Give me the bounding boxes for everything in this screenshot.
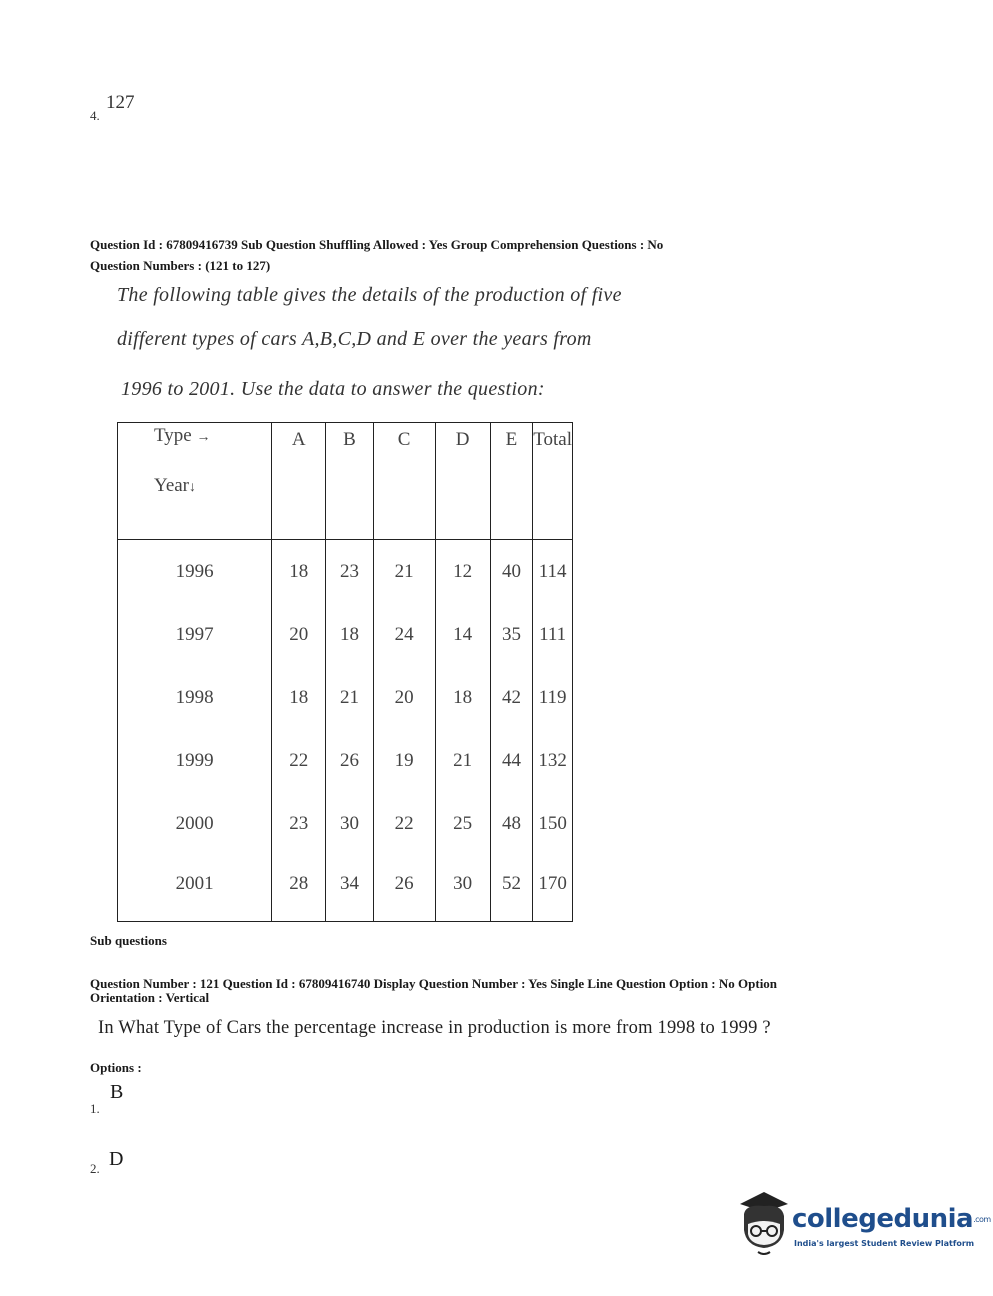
- value-cell: 40: [490, 540, 532, 604]
- type-label: Type →: [154, 425, 211, 446]
- value-cell: 23: [326, 540, 373, 604]
- value-cell: 22: [272, 730, 326, 793]
- total-cell: 111: [533, 604, 573, 667]
- passage-line-1: The following table gives the details of the production of five: [117, 284, 622, 306]
- question-number-meta-line1: Question Number : 121 Question Id : 67809416740 Display Question Number : Yes Single Line Question Option : No Option: [90, 976, 778, 991]
- question-meta-line2: Question Numbers : (121 to 127): [90, 258, 271, 273]
- table-row: [118, 667, 573, 730]
- logo-tagline: India's largest Student Review Platform: [794, 1239, 975, 1248]
- value-cell: 23: [272, 793, 326, 856]
- year-label: Year↓: [154, 475, 197, 496]
- value-cell: 30: [435, 856, 490, 922]
- question-text: In What Type of Cars the percentage increase in production is more from 1998 to 1999 ?: [98, 1018, 771, 1038]
- value-cell: 44: [490, 730, 532, 793]
- value-cell: 34: [326, 856, 373, 922]
- option-number: 2.: [90, 1161, 100, 1176]
- table-header-row: [118, 423, 573, 540]
- total-cell: 170: [533, 856, 573, 922]
- value-cell: 18: [272, 667, 326, 730]
- value-cell: 22: [373, 793, 435, 856]
- value-cell: 26: [373, 856, 435, 922]
- collegedunia-logo: [734, 1190, 991, 1260]
- passage-line-3: 1996 to 2001. Use the data to answer the question:: [121, 378, 545, 400]
- table-row: [118, 856, 573, 922]
- value-cell: 18: [326, 604, 373, 667]
- table-row: [118, 604, 573, 667]
- column-header: A: [272, 423, 326, 540]
- option-2[interactable]: [90, 1160, 100, 1178]
- option-number: 1.: [90, 1101, 100, 1116]
- right-arrow-icon: →: [196, 430, 211, 445]
- option-1-value[interactable]: B: [110, 1081, 124, 1103]
- value-cell: 28: [272, 856, 326, 922]
- question-number-meta-line2: Orientation : Vertical: [90, 990, 210, 1005]
- total-cell: 150: [533, 793, 573, 856]
- down-arrow-icon: ↓: [189, 480, 197, 495]
- value-cell: 42: [490, 667, 532, 730]
- table-row: [118, 730, 573, 793]
- logo-brand: collegedunia: [792, 1204, 974, 1234]
- question-meta-line1: Question Id : 67809416739 Sub Question Shuffling Allowed : Yes Group Comprehension Questions : No: [90, 237, 664, 252]
- option-1[interactable]: [90, 1100, 100, 1118]
- prev-option-value: 127: [106, 92, 135, 113]
- year-cell: 2000: [118, 793, 272, 856]
- value-cell: 19: [373, 730, 435, 793]
- value-cell: 52: [490, 856, 532, 922]
- logo-suffix: .com: [973, 1215, 991, 1224]
- value-cell: 20: [373, 667, 435, 730]
- sub-questions-label: Sub questions: [90, 933, 167, 948]
- column-header: C: [373, 423, 435, 540]
- value-cell: 24: [373, 604, 435, 667]
- production-table: [117, 422, 573, 922]
- value-cell: 18: [272, 540, 326, 604]
- type-year-header: [118, 423, 272, 540]
- passage-line-2: different types of cars A,B,C,D and E over the years from: [117, 328, 592, 350]
- value-cell: 18: [435, 667, 490, 730]
- value-cell: 21: [435, 730, 490, 793]
- total-cell: 119: [533, 667, 573, 730]
- total-cell: 132: [533, 730, 573, 793]
- value-cell: 21: [373, 540, 435, 604]
- value-cell: 30: [326, 793, 373, 856]
- value-cell: 12: [435, 540, 490, 604]
- value-cell: 26: [326, 730, 373, 793]
- value-cell: 48: [490, 793, 532, 856]
- column-header: D: [435, 423, 490, 540]
- value-cell: 21: [326, 667, 373, 730]
- mascot-icon: [734, 1190, 792, 1256]
- column-header: E: [490, 423, 532, 540]
- option-2-value[interactable]: D: [109, 1148, 124, 1170]
- prev-option-number: 4.: [90, 108, 100, 123]
- value-cell: 20: [272, 604, 326, 667]
- year-cell: 2001: [118, 856, 272, 922]
- value-cell: 25: [435, 793, 490, 856]
- table-row: [118, 540, 573, 604]
- value-cell: 35: [490, 604, 532, 667]
- table-row: [118, 793, 573, 856]
- year-cell: 1997: [118, 604, 272, 667]
- options-label: Options :: [90, 1060, 142, 1075]
- column-header: B: [326, 423, 373, 540]
- year-cell: 1999: [118, 730, 272, 793]
- year-cell: 1998: [118, 667, 272, 730]
- total-cell: 114: [533, 540, 573, 604]
- column-header: Total: [533, 423, 573, 540]
- year-cell: 1996: [118, 540, 272, 604]
- value-cell: 14: [435, 604, 490, 667]
